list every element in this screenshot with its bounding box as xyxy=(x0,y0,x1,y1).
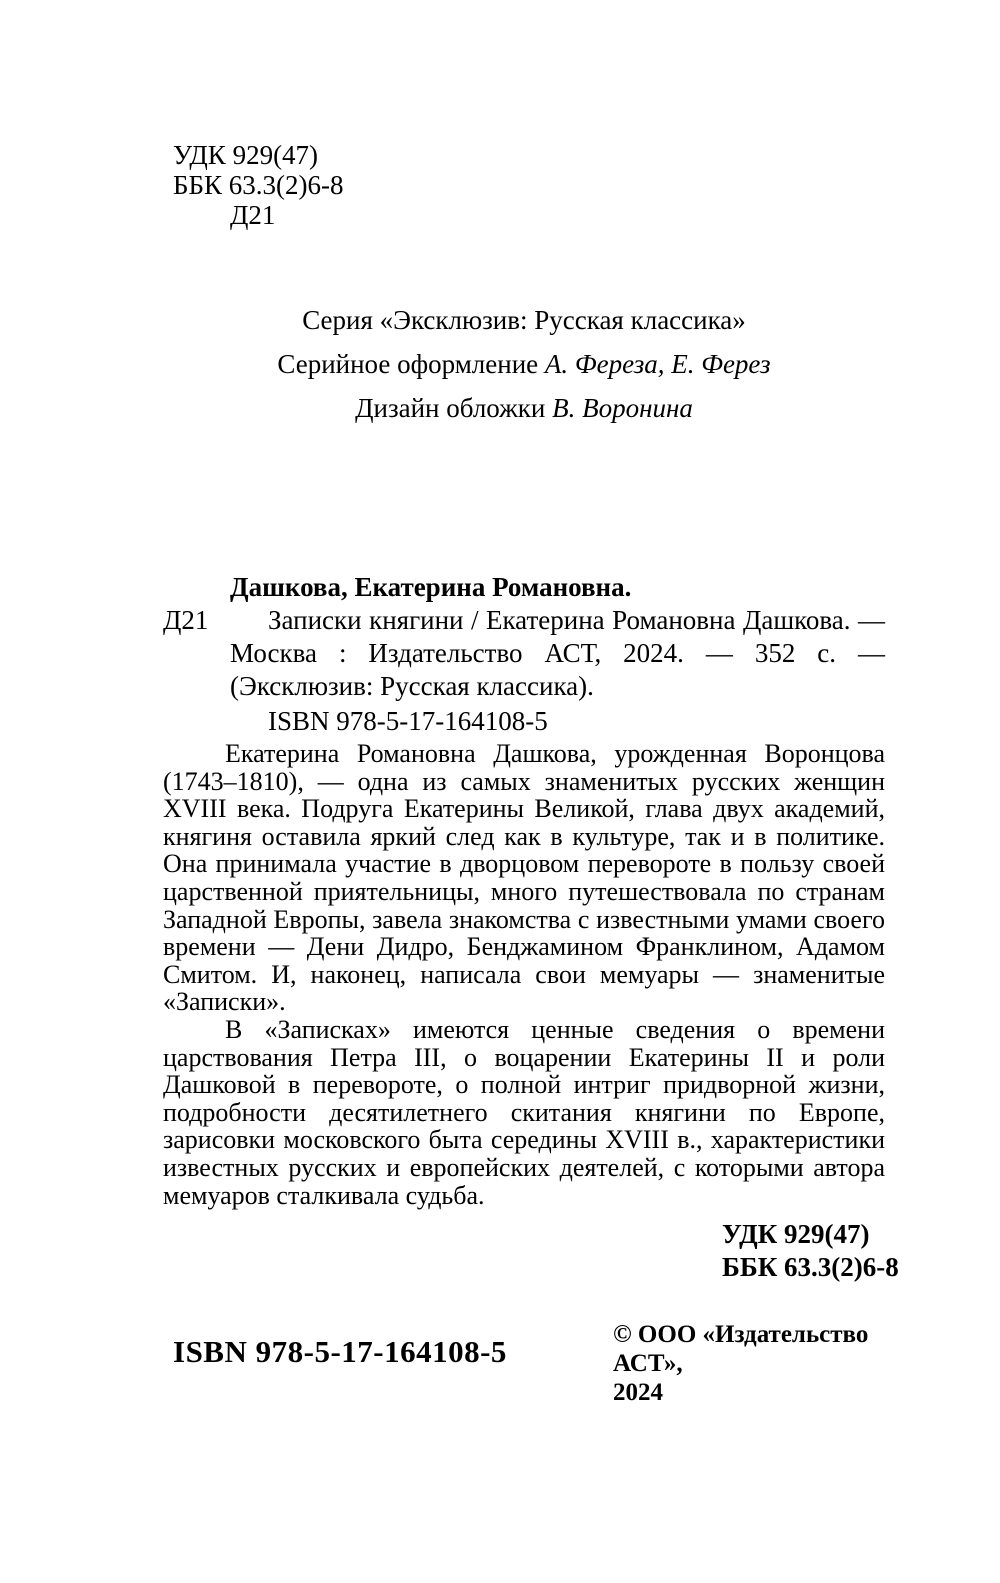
annotation-paragraph-1: Екатерина Романовна Дашкова, урожденная Воронцова (1743–1810), — одна из самых знаменитых русских женщин XVIII века. Подруга Екатерины Великой, глава двух академий, княгиня оставила яркий след как в культуре, так и в политике. Она принимала участие в дворцовом перевороте в пользу своей царственной приятельницы, много путешествовала по странам Западной Европы, завела знакомства с известными умами своего времени — Дени Дидро, Бенджамином Франклином, Адамом Смитом. И, наконец, написала свои мемуары — знаменитые «Записки». xyxy=(163,739,885,1017)
isbn-line: ISBN 978-5-17-164108-5 xyxy=(268,706,548,736)
cover-design-prefix: Дизайн обложки xyxy=(355,393,553,423)
bbk-code-bottom: ББК 63.3(2)6-8 xyxy=(722,1252,899,1282)
catalog-entry-label: Д21 xyxy=(163,605,209,635)
annotation-paragraph-2: В «Записках» имеются ценные сведения о времени царствования Петра III, о воцарении Екатерины II и роли Дашковой в перевороте, о полной интриг придворной жизни, подробности десятилетнего скитания княгини по Европе, зарисовки московского быта середины XVIII в., характеристики известных русских и европейских деятелей, с которыми автора мемуаров сталкивала судьба. xyxy=(163,1014,885,1210)
copyright-notice xyxy=(613,1320,893,1407)
catalog-entry-row xyxy=(163,604,885,703)
series-design-credit xyxy=(163,350,885,379)
series-title: Серия «Эксклюзив: Русская классика» xyxy=(302,305,746,335)
series-design-prefix: Серийное оформление xyxy=(277,349,545,379)
cover-design-names: В. Воронина xyxy=(552,393,693,423)
copyright-line-2: 2024 xyxy=(613,1379,663,1406)
bbk-code: ББК 63.3(2)6-8 xyxy=(173,170,344,200)
top-classification-codes xyxy=(173,140,344,230)
series-design-names: А. Фереза, Е. Ферез xyxy=(544,349,771,379)
author-sign-code: Д21 xyxy=(230,200,276,230)
catalog-card xyxy=(163,571,885,738)
author-heading: Дашкова, Екатерина Романовна. xyxy=(230,572,632,602)
series-block xyxy=(163,306,885,438)
udk-code-bottom: УДК 929(47) xyxy=(722,1219,870,1249)
annotation-block xyxy=(163,740,885,1209)
copyright-line-1: © ООО «Издательство АСТ», xyxy=(613,1321,869,1377)
isbn-footer: ISBN 978-5-17-164108-5 xyxy=(173,1334,507,1369)
bottom-classification-codes xyxy=(722,1218,899,1284)
catalog-entry-text: Записки княгини / Екатерина Романовна Дашкова. — Москва : Издательство АСТ, 2024. — 352 с. — (Эксклюзив: Русская классика). xyxy=(230,605,885,701)
udk-code: УДК 929(47) xyxy=(173,140,319,170)
cover-design-credit xyxy=(163,394,885,423)
